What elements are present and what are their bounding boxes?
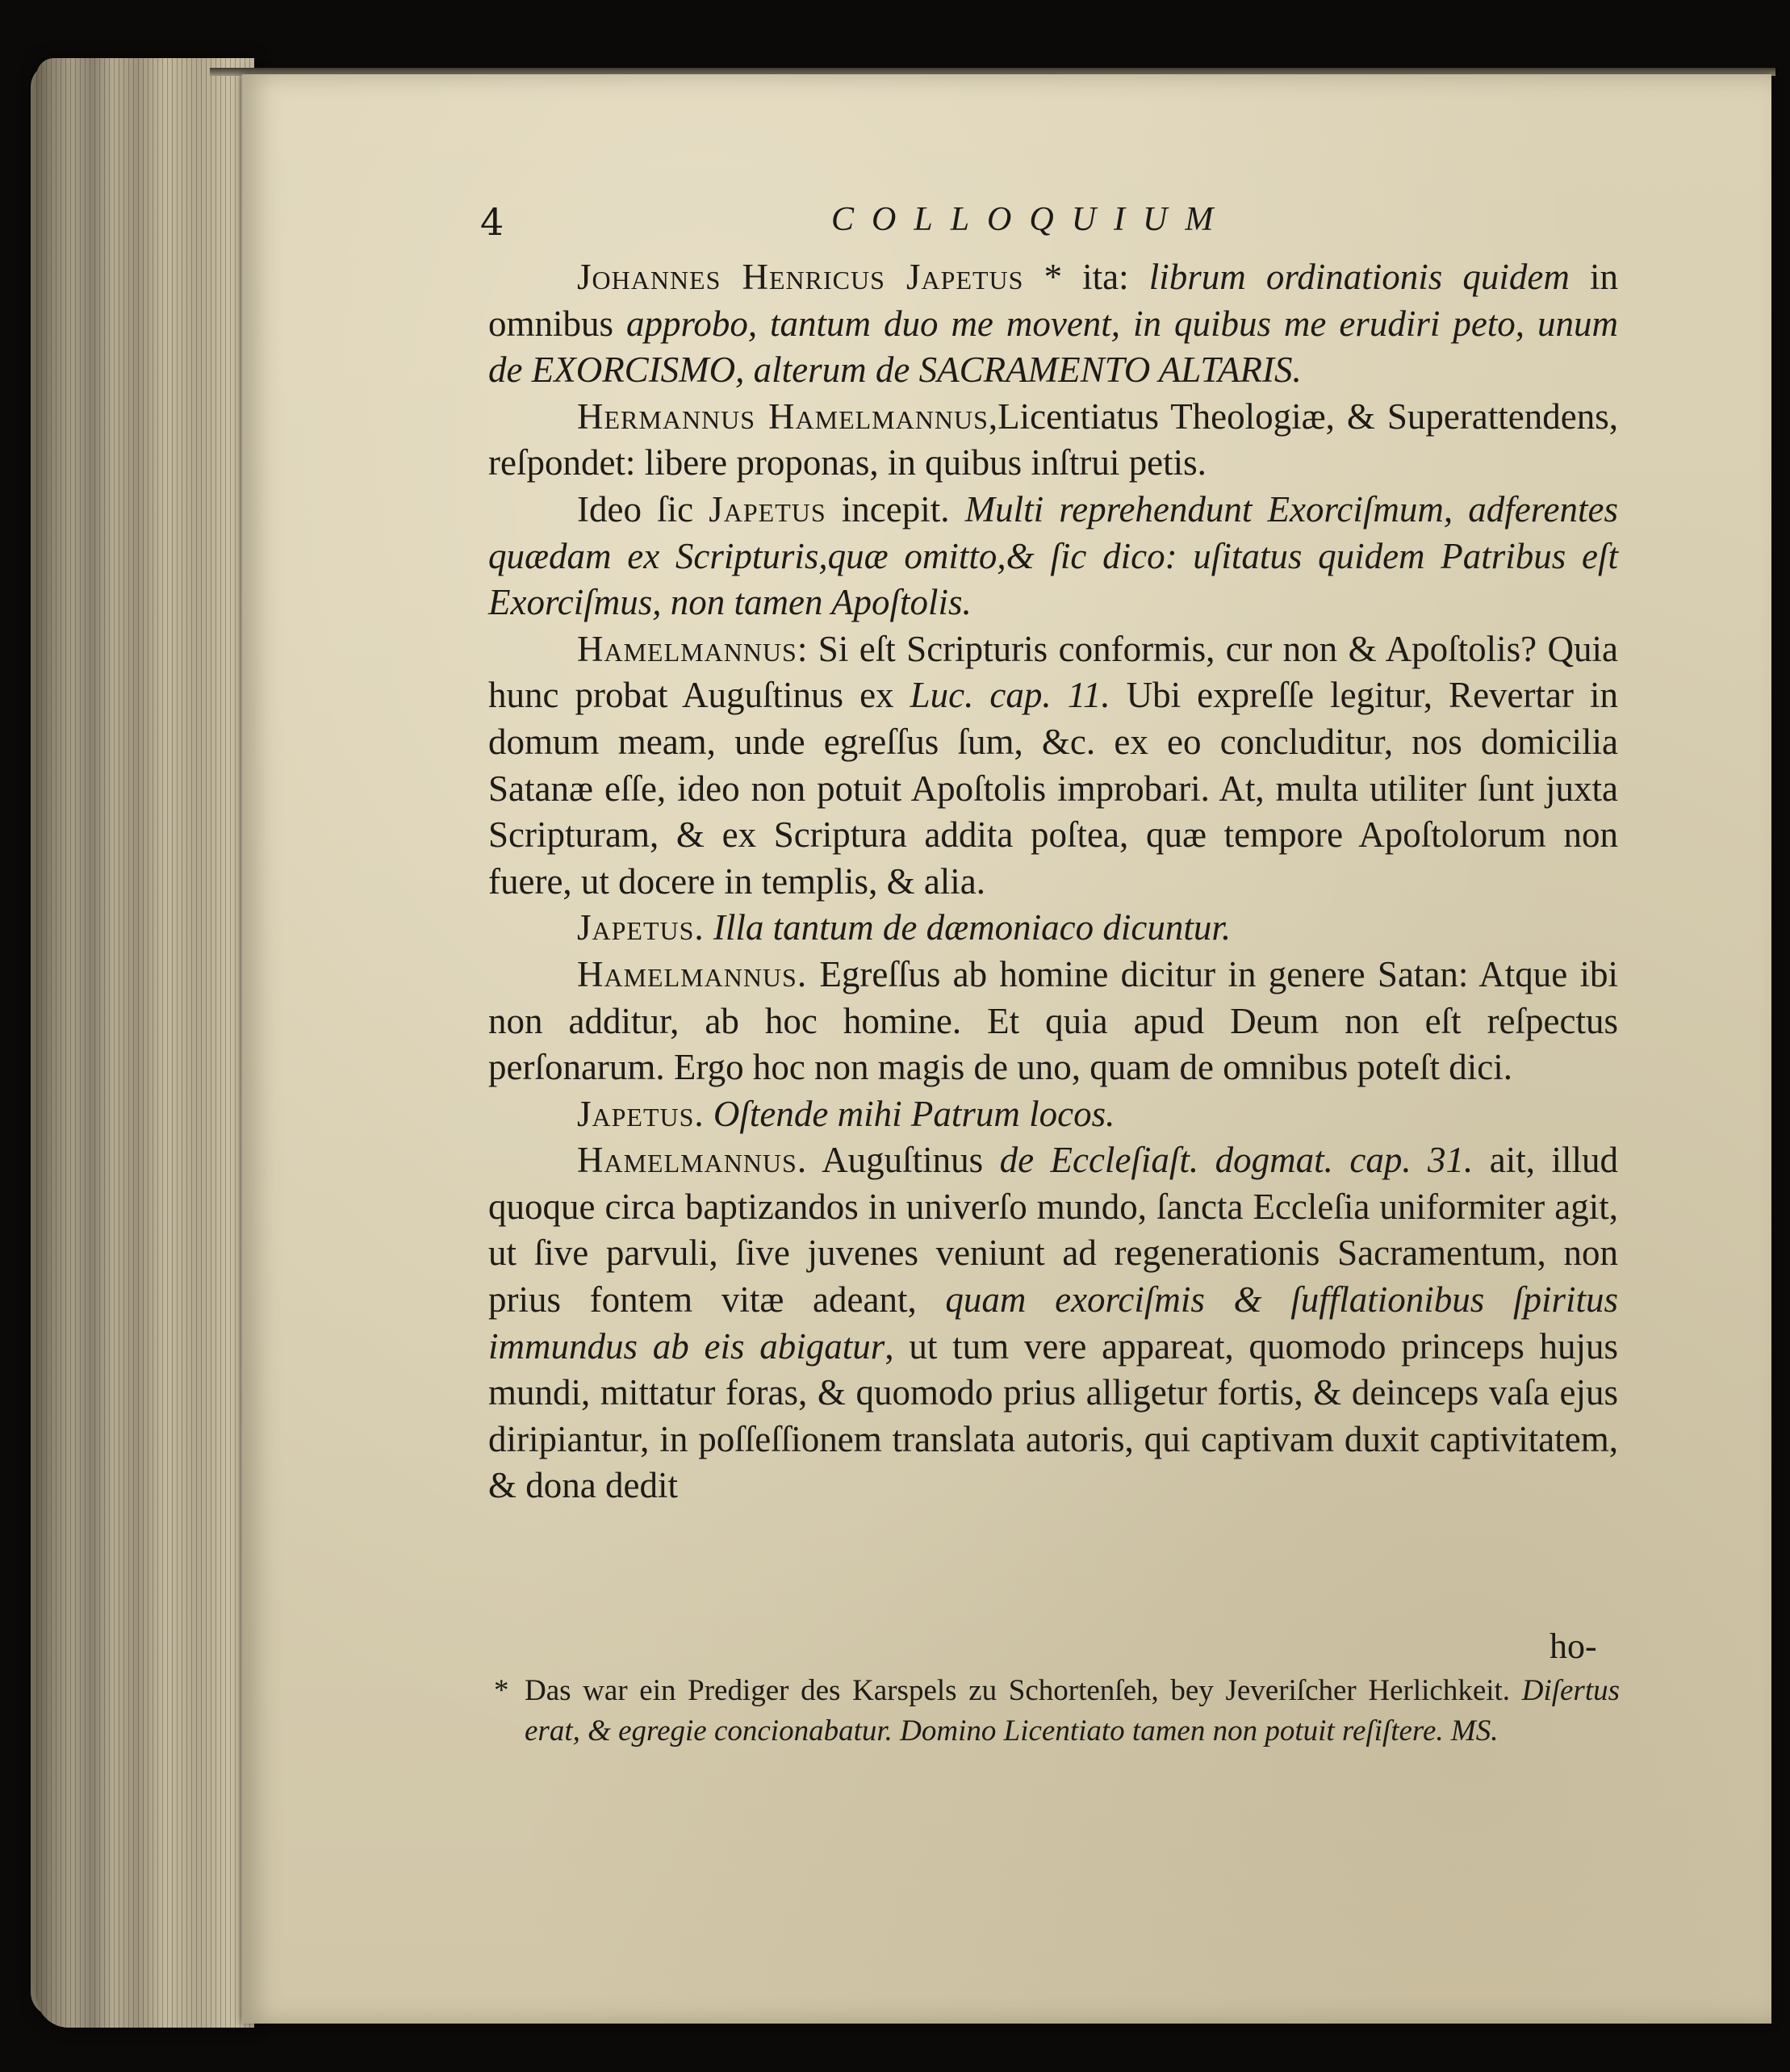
text-span: Egreſſus ab homine dicitur in genere Satan: Atque ibi non additur, ab hoc homine. Et quia apud Deum non eſt reſpectus perſonarum. Ergo hoc non magis de uno, quam de omnibus poteſt dici. — [488, 953, 1618, 1088]
paragraph — [488, 1091, 1618, 1138]
book-page-edges — [36, 58, 254, 2028]
footnote-italic-text: Diſertus erat, & egregie concionabatur. Domino Licentiato tamen non potuit reſiſtere. MS. — [525, 1674, 1620, 1748]
italic-text: Multi reprehendunt Exorciſmum, adferentes quædam ex Scripturis,quæ omitto,& ſic dico: uſitatus quidem Patribus eſt Exorciſmus, non tamen Apoſtolis. — [488, 488, 1618, 623]
running-head — [480, 200, 1618, 249]
italic-text: de Eccleſiaſt. dogmat. cap. 31. — [999, 1140, 1474, 1181]
speaker-name: Japetus. — [577, 907, 705, 948]
italic-text: Oſtende mihi Patrum locos. — [713, 1093, 1115, 1134]
text-span: , ut tum vere appareat, quomodo princeps hujus mundi, mittatur foras, & quomodo prius alligetur fortis, & deinceps vaſa ejus diripiantur, in poſſeſſionem translata autoris, qui captivam duxit captivitatem, & dona dedit — [488, 1325, 1618, 1506]
text-span: ait, illud quoque circa baptizandos in univerſo mundo, ſancta Eccleſia uniformiter agit, ut ſive parvuli, ſive juvenes veniunt ad regenerationis Sacramentum, non prius fontem vitæ adeant, — [488, 1140, 1618, 1321]
speaker-name: Hermannus Hamelmannus — [577, 396, 989, 437]
paragraph — [488, 254, 1618, 394]
text-span: Auguſtinus — [807, 1140, 1000, 1181]
paragraph — [488, 952, 1618, 1091]
footnote-marker: * — [494, 1674, 509, 1707]
text-span: in omnibus — [488, 257, 1618, 344]
italic-text: Luc. cap. 11. — [910, 675, 1110, 716]
text-span: Ubi expreſſe legitur, Revertar in domum meam, unde egreſſus ſum, &c. ex eo concluditur, nos domicilia Satanæ eſſe, ideo non potuit Apoſtolis improbari. At, multa utiliter ſunt juxta Scripturam, & ex Scriptura addita poſtea, quæ tempore Apoſtolorum non fuere, ut docere in templis, & alia. — [488, 675, 1619, 902]
speaker-name: Japetus — [709, 488, 826, 530]
text-span: : Si eſt Scripturis conformis, cur non & Apoſtolis? Quia hunc probat Auguſtinus ex — [488, 628, 1618, 716]
footnote-text: Das war ein Prediger des Karspels zu Schortenſeh, bey Jeveriſcher Herlichkeit. — [525, 1674, 1522, 1707]
running-title: COLLOQUIUM — [831, 201, 1232, 238]
speaker-name: Hamelmannus — [577, 628, 797, 669]
text-span — [705, 1094, 713, 1134]
text-span — [705, 907, 713, 948]
speaker-name: Hamelmannus. — [577, 953, 808, 994]
text-span: incepit. — [826, 488, 965, 530]
paragraph — [488, 905, 1618, 952]
paragraph — [488, 1137, 1618, 1509]
paragraph — [488, 487, 1618, 626]
text-span: * ita: — [1023, 257, 1149, 297]
speaker-name: Johannes Henricus Japetus — [577, 257, 1024, 297]
text-span: Ideo ſic — [577, 488, 709, 530]
italic-text: librum ordinationis quidem — [1148, 257, 1570, 297]
catchword: ho- — [1550, 1626, 1597, 1666]
speaker-name: Japetus. — [577, 1093, 705, 1134]
page-number: 4 — [480, 200, 504, 244]
text-span: ,Licentiatus Theologiæ, & Superattendens, reſpondet: libere proponas, in quibus inſtrui petis. — [488, 396, 1618, 483]
italic-text: approbo, tantum duo me movent, in quibus me erudiri peto, unum de EXORCISMO, alterum de SACRAMENTO ALTARIS. — [488, 303, 1618, 391]
italic-text: Illa tantum de dæmoniaco dicuntur. — [713, 907, 1232, 948]
paragraph — [488, 626, 1618, 906]
footnote — [494, 1671, 1620, 1752]
footnote-body — [525, 1671, 1620, 1752]
italic-text: quam exorciſmis & ſufflationibus ſpiritus immundus ab eis abigatur — [488, 1279, 1618, 1367]
main-text — [488, 254, 1618, 1509]
paragraph — [488, 394, 1618, 487]
speaker-name: Hamelmannus. — [577, 1140, 808, 1181]
